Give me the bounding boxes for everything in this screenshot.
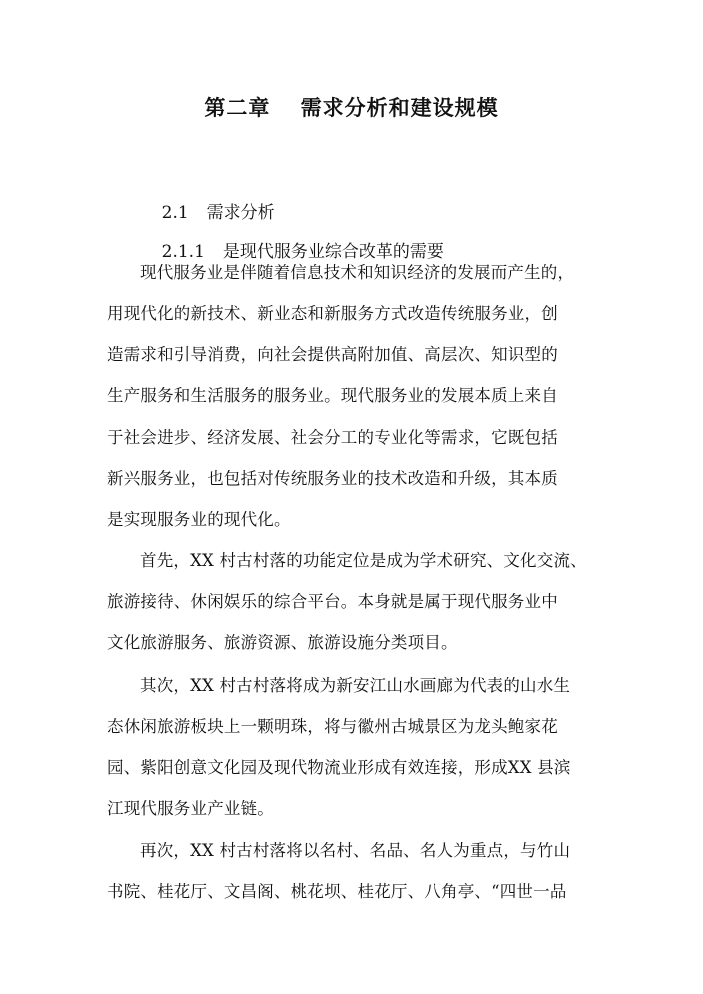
paragraph-line: 现代服务业是伴随着信息技术和知识经济的发展而产生的，	[140, 263, 575, 282]
paragraph-line: 其次，XX 村古村落将成为新安江山水画廊为代表的山水生	[140, 676, 571, 695]
paragraph-line: 江现代服务业产业链。	[107, 799, 274, 818]
section-title: 需求分析	[206, 203, 275, 223]
paragraph-line: 是实现服务业的现代化。	[107, 510, 291, 529]
paragraph-line: 文化旅游服务、旅游资源、旅游设施分类项目。	[107, 633, 458, 652]
paragraph-line: 新兴服务业，也包括对传统服务业的技术改造和升级，其本质	[107, 469, 558, 488]
subsection-title: 是现代服务业综合改革的需要	[222, 242, 444, 262]
paragraph-line: 态休闲旅游板块上一颗明珠，将与徽州古城景区为龙头鲍家花	[107, 717, 558, 736]
paragraph-line: 造需求和引导消费，向社会提供高附加值、高层次、知识型的	[107, 345, 558, 364]
paragraph-line: 书院、桂花厅、文昌阁、桃花坝、桂花厅、八角亭、“四世一品	[107, 882, 567, 901]
paragraph-line: 首先，XX 村古村落的功能定位是成为学术研究、文化交流、	[140, 551, 587, 570]
paragraph-line: 再次，XX 村古村落将以名村、名品、名人为重点，与竹山	[140, 841, 571, 860]
paragraph-line: 旅游接待、休闲娱乐的综合平台。本身就是属于现代服务业中	[107, 592, 558, 611]
paragraph-line: 用现代化的新技术、新业态和新服务方式改造传统服务业，创	[107, 304, 558, 323]
section-number: 2.1	[161, 203, 189, 223]
paragraph-line: 于社会进步、经济发展、社会分工的专业化等需求，它既包括	[107, 428, 558, 447]
subsection-number: 2.1.1	[161, 242, 205, 262]
paragraph-line: 园、紫阳创意文化园及现代物流业形成有效连接，形成XX 县滨	[107, 758, 571, 777]
chapter-title: 第二章 需求分析和建设规模	[204, 95, 499, 120]
paragraph-line: 生产服务和生活服务的服务业。现代服务业的发展本质上来自	[107, 386, 558, 405]
